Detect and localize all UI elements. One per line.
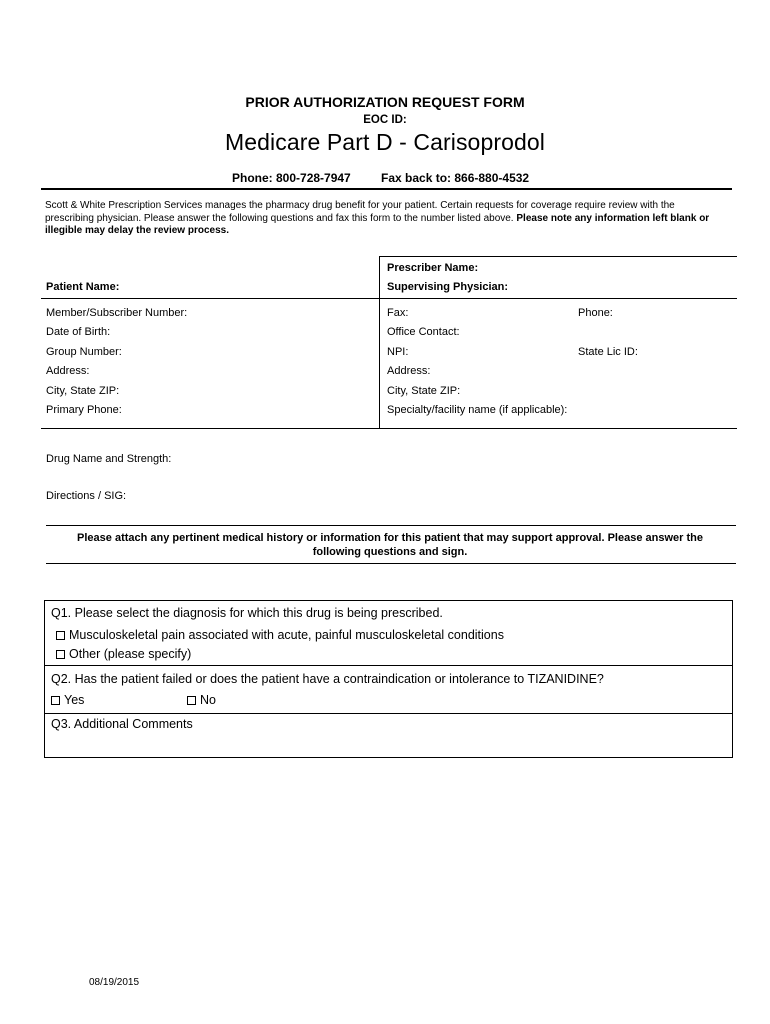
attach-note xyxy=(46,531,734,559)
prescriber-city-label: City, State ZIP: xyxy=(387,385,461,397)
intro-paragraph xyxy=(45,200,725,238)
attach-top-rule xyxy=(46,525,736,526)
specialty-label: Specialty/facility name (if applicable): xyxy=(387,404,568,416)
checkbox-icon[interactable] xyxy=(56,650,65,659)
supervising-physician-label: Supervising Physician: xyxy=(387,281,509,293)
drug-name-strength-label: Drug Name and Strength: xyxy=(46,453,172,465)
prescriber-name-label: Prescriber Name: xyxy=(387,262,479,274)
checkbox-icon[interactable] xyxy=(187,696,196,705)
checkbox-icon[interactable] xyxy=(56,631,65,640)
form-title: PRIOR AUTHORIZATION REQUEST FORM xyxy=(245,94,525,110)
q2-option-no[interactable] xyxy=(187,693,216,707)
patient-name-label: Patient Name: xyxy=(46,281,120,293)
phone-number: Phone: 800-728-7947 xyxy=(232,171,351,185)
state-lic-label: State Lic ID: xyxy=(578,346,638,358)
eoc-id-label: EOC ID: xyxy=(363,114,407,126)
q1-option-1-label: Musculoskeletal pain associated with acute, painful musculoskeletal conditions xyxy=(69,628,504,642)
q2-option-yes[interactable] xyxy=(51,693,84,707)
attach-line-2: following questions and sign. xyxy=(312,546,468,558)
directions-sig-label: Directions / SIG: xyxy=(46,490,127,502)
prescriber-top-rule xyxy=(380,256,737,257)
form-date: 08/19/2015 xyxy=(89,977,140,988)
intro-bold-text: Please note any information left blank or illegible may delay the review process. xyxy=(45,212,710,236)
q1-divider xyxy=(45,665,733,666)
q1-text: Q1. Please select the diagnosis for which this drug is being prescribed. xyxy=(51,606,443,620)
patient-city-label: City, State ZIP: xyxy=(46,385,120,397)
prescriber-phone-label: Phone: xyxy=(578,307,613,319)
drug-heading: Medicare Part D - Carisoprodol xyxy=(224,129,545,155)
npi-label: NPI: xyxy=(387,346,409,358)
q2-text: Q2. Has the patient failed or does the patient have a contraindication or intolerance to TIZANIDINE? xyxy=(51,672,604,686)
q2-divider xyxy=(45,713,733,714)
section-bottom-rule xyxy=(41,428,737,429)
attach-line-1: Please attach any pertinent medical history or information for this patient that may support approval. Please answer the xyxy=(77,532,703,544)
intro-text: Scott & White Prescription Services manages the pharmacy drug benefit for your patient. Certain requests for coverage require review with the prescribing physician. Please answer the following questions and fax this form to the number listed above. xyxy=(45,200,675,224)
header-divider xyxy=(41,188,732,190)
q1-option-other[interactable] xyxy=(56,647,191,661)
q1-option-2-label: Other (please specify) xyxy=(69,647,192,661)
group-number-label: Group Number: xyxy=(46,346,122,358)
office-contact-label: Office Contact: xyxy=(387,326,460,338)
primary-phone-label: Primary Phone: xyxy=(46,404,122,416)
section-divider xyxy=(379,256,380,429)
prescriber-fax-label: Fax: xyxy=(387,307,409,319)
q2-yes-label: Yes xyxy=(64,693,85,707)
fax-number: Fax back to: 866-880-4532 xyxy=(381,171,530,185)
q2-no-label: No xyxy=(200,693,216,707)
prescriber-address-label: Address: xyxy=(387,365,431,377)
patient-address-label: Address: xyxy=(46,365,90,377)
dob-label: Date of Birth: xyxy=(46,326,111,338)
checkbox-icon[interactable] xyxy=(51,696,60,705)
member-number-label: Member/Subscriber Number: xyxy=(46,307,188,319)
names-rule xyxy=(41,298,737,299)
attach-bottom-rule xyxy=(46,563,736,564)
q3-text: Q3. Additional Comments xyxy=(51,717,193,731)
q1-option-musculoskeletal[interactable] xyxy=(56,628,504,642)
